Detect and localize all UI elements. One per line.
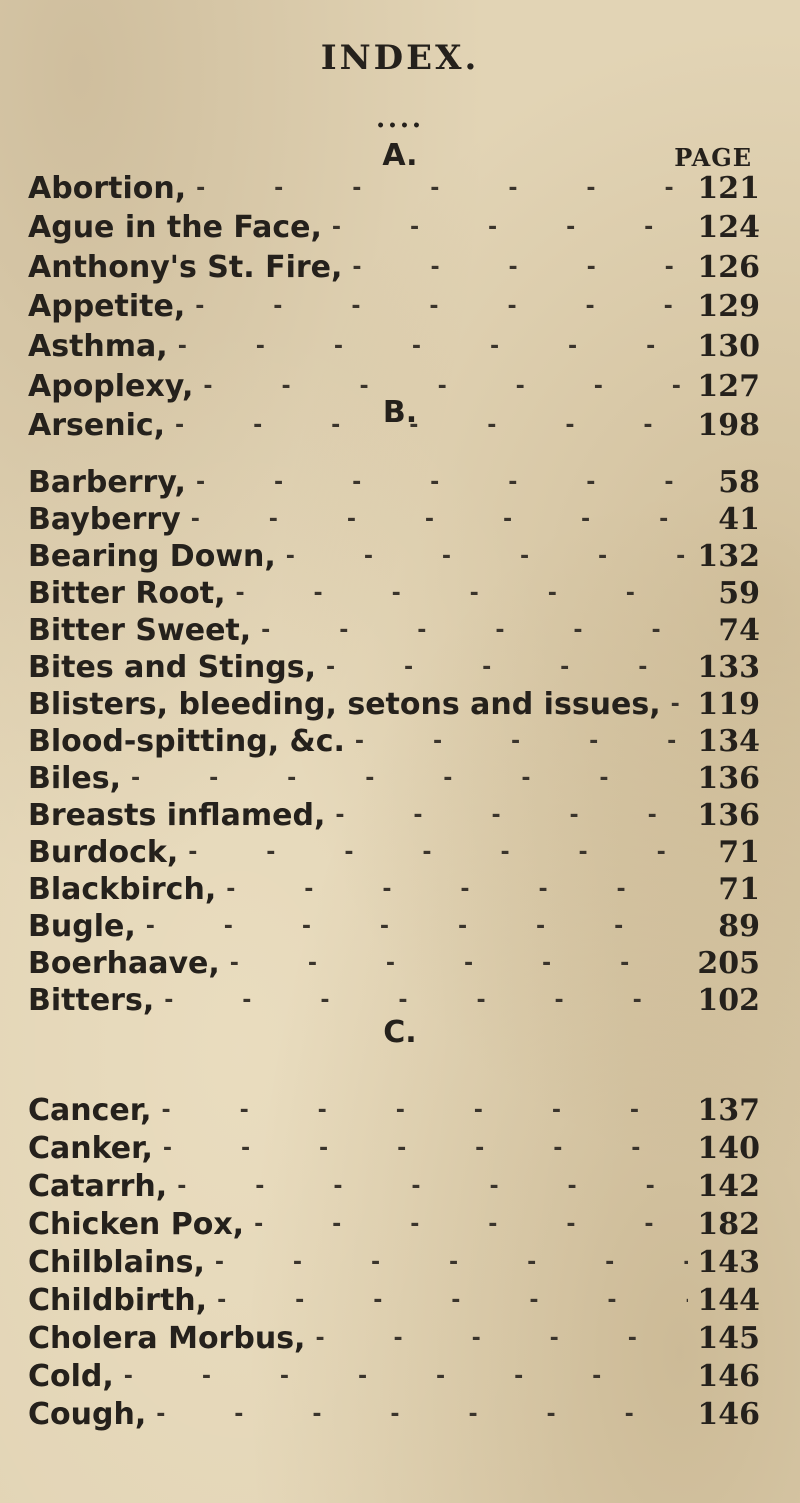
index-term: Chilblains, — [28, 1244, 205, 1280]
index-term: Blisters, bleeding, setons and issues, — [28, 686, 661, 722]
page-number: 198 — [697, 408, 760, 444]
index-term: Blackbirch, — [28, 871, 217, 907]
page-number: 74 — [718, 612, 760, 648]
page-number: 182 — [697, 1206, 760, 1242]
page-number: 146 — [697, 1396, 760, 1432]
index-entry — [28, 980, 760, 1020]
index-term: Apoplexy, — [28, 368, 194, 404]
page-number: 137 — [697, 1092, 760, 1128]
page-number: 136 — [697, 797, 760, 833]
index-term: Bitter Sweet, — [28, 612, 252, 648]
index-entry — [28, 168, 760, 208]
dot-leader — [153, 1136, 688, 1161]
index-entry — [28, 1356, 760, 1396]
dot-leader — [152, 1098, 688, 1123]
page-number: 102 — [697, 982, 760, 1018]
index-entry — [28, 247, 760, 287]
dot-leader — [114, 1364, 688, 1389]
dot-leader — [136, 914, 688, 939]
index-term: Bites and Stings, — [28, 649, 316, 685]
dot-leader — [661, 692, 688, 717]
page-number: 129 — [697, 289, 760, 325]
index-term: Appetite, — [28, 289, 186, 325]
index-entry — [28, 1128, 760, 1168]
index-entry — [28, 536, 760, 576]
page-number: 136 — [697, 760, 760, 796]
index-term: Boerhaave, — [28, 945, 220, 981]
dot-leader — [322, 215, 688, 240]
index-term: Bitter Root, — [28, 575, 226, 611]
page-number: 134 — [697, 723, 760, 759]
section-letter: C. — [383, 1015, 417, 1050]
page-number: 130 — [697, 328, 760, 364]
index-term: Cold, — [28, 1358, 114, 1394]
dot-leader — [225, 581, 688, 606]
index-entry — [28, 684, 760, 724]
index-entry — [28, 1280, 760, 1320]
index-term: Bearing Down, — [28, 538, 276, 574]
page-number: 205 — [697, 945, 760, 981]
dot-leader — [167, 1174, 688, 1199]
index-term: Bayberry — [28, 501, 181, 537]
index-entry — [28, 869, 760, 909]
page-number: 89 — [718, 908, 760, 944]
dot-leader — [186, 176, 688, 201]
page-number: 140 — [697, 1130, 760, 1166]
index-term: Canker, — [28, 1130, 153, 1166]
dot-leader — [168, 334, 688, 359]
index-term: Breasts inflamed, — [28, 797, 326, 833]
index-entry — [28, 1166, 760, 1206]
page-number: 143 — [697, 1244, 760, 1280]
page-number: 142 — [697, 1168, 760, 1204]
page-number: 58 — [718, 464, 760, 500]
section-letter: A. — [382, 138, 418, 173]
index-term: Bugle, — [28, 908, 136, 944]
index-entry — [28, 758, 760, 798]
index-term: Childbirth, — [28, 1282, 208, 1318]
index-entry — [28, 721, 760, 761]
page-column-header: PAGE — [674, 143, 752, 172]
page-number: 121 — [697, 170, 760, 206]
dot-leader — [185, 294, 688, 319]
dot-leader — [146, 1402, 688, 1427]
index-term: Abortion, — [28, 170, 187, 206]
page-number: 126 — [697, 249, 760, 285]
dot-leader — [345, 729, 688, 754]
index-entry — [28, 1394, 760, 1434]
dot-leader — [244, 1212, 688, 1237]
index-term: Cholera Morbus, — [28, 1320, 306, 1356]
index-term: Blood-spitting, &c. — [28, 723, 345, 759]
dot-leader — [186, 470, 688, 495]
index-term: Chicken Pox, — [28, 1206, 245, 1242]
index-term: Biles, — [28, 760, 122, 796]
index-entry — [28, 906, 760, 946]
page-number: 41 — [718, 501, 760, 537]
page-number: 119 — [697, 686, 760, 722]
dot-leader — [220, 951, 688, 976]
index-entry — [28, 1204, 760, 1244]
dot-leader — [251, 618, 688, 643]
section-letter: B. — [382, 395, 418, 430]
page-number: 132 — [697, 538, 760, 574]
page-number: 71 — [718, 871, 760, 907]
index-entry — [28, 573, 760, 613]
index-entry — [28, 1242, 760, 1282]
dot-leader — [325, 803, 688, 828]
index-entry — [28, 1090, 760, 1130]
index-entry — [28, 610, 760, 650]
dot-leader — [305, 1326, 688, 1351]
index-term: Asthma, — [28, 328, 168, 364]
page-number: 146 — [697, 1358, 760, 1394]
index-entry — [28, 795, 760, 835]
dot-leader — [216, 877, 688, 902]
dot-leader — [207, 1288, 688, 1313]
dot-leader — [154, 988, 688, 1013]
page-number: 59 — [718, 575, 760, 611]
page-number: 133 — [697, 649, 760, 685]
page-number: 145 — [697, 1320, 760, 1356]
index-entry — [28, 943, 760, 983]
dot-leader — [342, 255, 688, 280]
index-entry — [28, 832, 760, 872]
page-number: 144 — [697, 1282, 760, 1318]
dot-leader — [178, 840, 688, 865]
dot-leader — [276, 544, 688, 569]
index-entry — [28, 208, 760, 248]
index-term: Burdock, — [28, 834, 179, 870]
index-term: Arsenic, — [28, 408, 166, 444]
dot-leader — [205, 1250, 688, 1275]
dot-leader — [181, 507, 688, 532]
page-number: 124 — [697, 210, 760, 246]
index-entry — [28, 499, 760, 539]
index-term: Cough, — [28, 1396, 147, 1432]
index-entry — [28, 287, 760, 327]
index-term: Bitters, — [28, 982, 155, 1018]
index-term: Cancer, — [28, 1092, 152, 1128]
page-number: 127 — [697, 368, 760, 404]
index-term: Catarrh, — [28, 1168, 168, 1204]
page-number: 71 — [718, 834, 760, 870]
index-entry — [28, 462, 760, 502]
index-entry — [28, 326, 760, 366]
index-term: Anthony's St. Fire, — [28, 249, 343, 285]
index-entry — [28, 1318, 760, 1358]
index-term: Ague in the Face, — [28, 210, 322, 246]
index-entry — [28, 647, 760, 687]
title-ornament: •••• — [376, 118, 424, 134]
index-term: Barberry, — [28, 464, 186, 500]
dot-leader — [316, 655, 688, 680]
page-title: INDEX. — [320, 38, 480, 78]
dot-leader — [121, 766, 688, 791]
